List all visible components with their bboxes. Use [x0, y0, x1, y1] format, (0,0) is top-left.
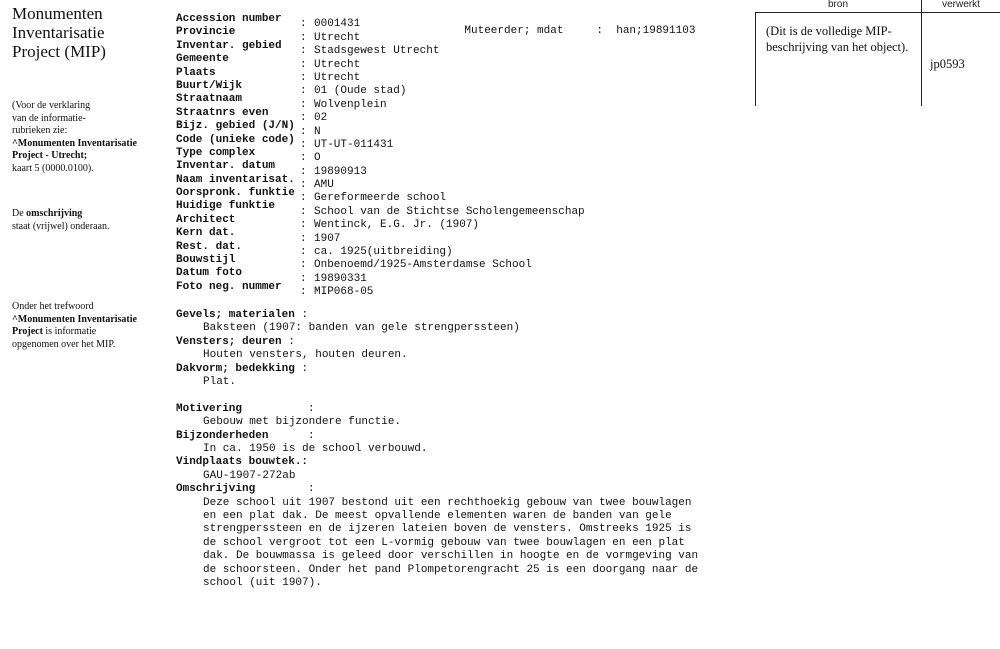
field-row [176, 254, 585, 272]
header-bron: bron [827, 0, 848, 10]
section-heading: Gevels; materialen : [176, 309, 309, 321]
note-line: (Voor de verklaring [12, 100, 91, 111]
field-separator: : [300, 246, 307, 259]
field-separator: : [300, 138, 307, 151]
field-row [176, 120, 585, 138]
field-value: Utrecht [314, 31, 361, 44]
field-label: Inventar. datum [176, 160, 276, 173]
mutator-label: Muteerder; mdat [464, 25, 564, 37]
field-value: N [314, 125, 321, 138]
section-heading: Dakvorm; bedekking : [176, 362, 309, 375]
field-separator: : [300, 259, 307, 272]
section-heading: Motivering : [176, 402, 315, 415]
field-label: Foto neg. nummer [176, 280, 282, 293]
section-text: GAU-1907-272ab [203, 469, 296, 482]
field-label: Architect [176, 213, 236, 226]
note-keyword [12, 301, 162, 351]
field-separator: : [300, 219, 307, 232]
field-value: Stadsgewest Utrecht [314, 45, 440, 58]
document-title: Monumenten Inventarisatie Project (MIP) [12, 4, 106, 61]
field-value: Wolvenplein [314, 98, 387, 111]
field-separator: : [300, 165, 307, 178]
field-value: 19890331 [314, 272, 367, 285]
field-value: 19890913 [314, 165, 367, 178]
field-value: Utrecht [314, 58, 361, 71]
field-separator: : [300, 18, 307, 31]
note-explanation [12, 100, 162, 175]
description-line: de school vergroot tot een L-vormig gebouw van twee bouwlagen en een plat [203, 536, 685, 549]
field-label: Datum foto [176, 267, 243, 280]
field-row [176, 200, 585, 218]
field-row [176, 93, 585, 111]
field-row [176, 146, 585, 165]
field-value: UT-UT-011431 [314, 138, 394, 151]
field-label: Buurt/Wijk [176, 79, 243, 92]
field-separator: : [300, 98, 307, 111]
field-separator: : [300, 192, 307, 205]
source-table [755, 0, 1000, 106]
field-separator: : [596, 25, 604, 37]
field-separator: : [300, 125, 307, 138]
field-separator: : [300, 58, 307, 71]
field-label: Rest. dat. [176, 240, 243, 253]
note-description [12, 208, 162, 233]
field-value: 01 (Oude stad) [314, 85, 407, 98]
section-heading: Vindplaats bouwtek.: [176, 456, 309, 469]
section-heading: Bijzonderheden : [176, 429, 315, 442]
field-separator: : [300, 232, 307, 245]
field-value: O [314, 152, 321, 165]
field-value: 0001431 [314, 18, 361, 31]
note-reference-link[interactable]: Project - Utrecht; [12, 150, 88, 161]
field-separator: : [300, 45, 307, 58]
field-value: School van de Stichtse Scholengemeenschap [314, 205, 585, 218]
field-value: Onbenoemd/1925-Amsterdamse School [314, 259, 532, 272]
field-separator: : [300, 205, 307, 218]
description-line: de schoorsteen. Onder het pand Plompetorengracht 25 is een doorgang naar de [203, 563, 699, 576]
field-label: Naam inventarisat. [176, 173, 295, 186]
field-row [176, 133, 585, 151]
field-label: Bijz. gebied (J/N) [176, 120, 295, 133]
field-value: ca. 1925(uitbreiding) [314, 246, 453, 259]
field-label: Accession number [176, 13, 282, 25]
field-value: 1907 [314, 232, 341, 245]
field-value: Gereformeerde school [314, 192, 447, 205]
source-code: jp0593 [930, 57, 965, 71]
description-line: dak. De bouwmassa is geleed door verschillen in hoogte en de vormgeving van [203, 550, 699, 563]
field-value: 02 [314, 112, 328, 125]
field-label: Provincie [176, 26, 236, 39]
note-line: De omschrijving [12, 208, 83, 219]
field-row [176, 106, 585, 125]
field-label: Type complex [176, 146, 256, 159]
note-line: Onder het trefwoord [12, 301, 94, 312]
description-line: en een plat dak. De meest opvallende elementen waren de banden van gele [203, 509, 672, 522]
field-label: Inventar. gebied [176, 39, 282, 52]
section-text: Baksteen (1907: banden van gele strengperssteen) [203, 322, 520, 335]
note-line: kaart 5 (0000.0100). [12, 162, 94, 174]
field-row [176, 280, 585, 299]
record-sections [176, 309, 736, 590]
field-row [176, 66, 585, 84]
field-separator: : [300, 71, 307, 84]
field-label: Oorspronk. funktie [176, 187, 295, 200]
field-row [176, 173, 585, 192]
field-row [176, 160, 585, 178]
field-label: Huidige funktie [176, 200, 276, 213]
section-text: Plat. [203, 375, 237, 388]
note-line: van de informatie- [12, 112, 86, 124]
field-row [176, 213, 585, 232]
field-row [176, 227, 585, 245]
note-line: Project is informatie [12, 326, 97, 337]
record-fields [176, 13, 696, 299]
field-label: Code (unieke code) [176, 133, 295, 146]
section-heading: Omschrijving : [176, 483, 315, 496]
field-label: Kern dat. [176, 227, 236, 240]
section-text: In ca. 1950 is de school verbouwd. [203, 442, 428, 455]
field-separator: : [300, 85, 307, 98]
field-label: Plaats [176, 66, 216, 79]
description-line: Deze school uit 1907 bestond uit een rechthoekig gebouw van twee bouwlagen [203, 496, 692, 509]
field-value: Utrecht [314, 71, 361, 84]
note-reference-link[interactable]: ^Monumenten Inventarisatie [12, 313, 137, 325]
section-text: Houten vensters, houten deuren. [203, 349, 408, 362]
field-label: Gemeente [176, 53, 229, 66]
note-line: staat (vrijwel) onderaan. [12, 220, 110, 232]
note-line: opgenomen over het MIP. [12, 338, 116, 350]
field-row [176, 53, 585, 71]
field-row [176, 26, 585, 44]
field-label: Bouwstijl [176, 254, 236, 267]
field-separator: : [300, 272, 307, 285]
field-row [176, 39, 585, 58]
field-value: Wentinck, E.G. Jr. (1907) [314, 219, 480, 232]
table-border [755, 12, 756, 106]
section-heading: Vensters; deuren : [176, 335, 295, 348]
description-line: school (uit 1907). [203, 576, 322, 589]
field-separator: : [300, 179, 307, 192]
note-reference-link[interactable]: ^Monumenten Inventarisatie [12, 137, 137, 149]
source-description: (Dit is de volledige MIP-beschrijving van het object). [766, 24, 909, 54]
field-value: MIP068-05 [314, 286, 374, 299]
field-row [176, 187, 585, 205]
table-divider [755, 12, 1000, 13]
field-row [176, 267, 585, 285]
field-separator: : [300, 31, 307, 44]
table-border [921, 0, 922, 106]
header-verwerkt: verwerkt [942, 0, 980, 10]
note-line: rubrieken zie: [12, 125, 68, 136]
section-text: Gebouw met bijzondere functie. [203, 416, 402, 429]
field-label: Straatnrs even [176, 106, 269, 119]
field-row [176, 79, 585, 98]
field-row [176, 240, 585, 259]
field-value: AMU [314, 179, 334, 192]
description-line: strengperssteen en de ijzeren lateien boven de vensters. Omstreeks 1925 is [203, 523, 692, 536]
mutator-value: han;19891103 [616, 25, 696, 37]
field-separator: : [300, 152, 307, 165]
field-separator: : [300, 286, 307, 299]
field-separator: : [300, 112, 307, 125]
field-label: Straatnaam [176, 93, 243, 106]
